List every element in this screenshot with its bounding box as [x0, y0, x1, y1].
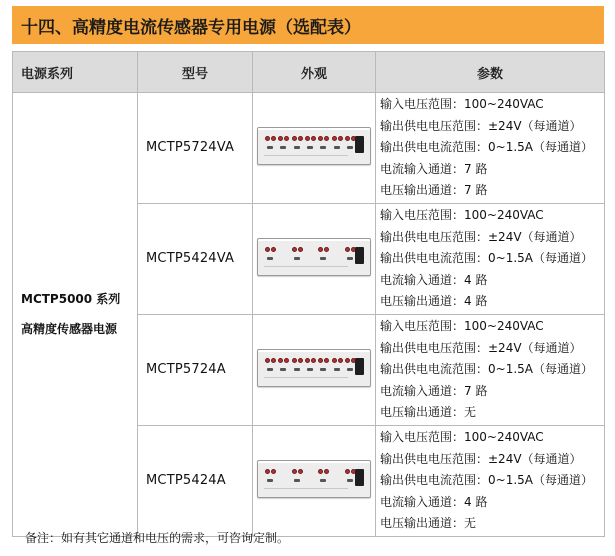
param-cell — [376, 93, 605, 204]
header-row — [13, 52, 605, 93]
channel-knob — [265, 358, 270, 363]
channel-jack — [280, 368, 286, 371]
param-line: 输入电压范围：100~240VAC — [380, 429, 544, 444]
power-switch-icon — [355, 469, 364, 486]
channel-jack — [294, 479, 300, 482]
header-look: 外观 — [253, 52, 376, 93]
channel-jack — [320, 146, 326, 149]
channel-knob — [298, 469, 303, 474]
channel-knob — [345, 136, 350, 141]
header-model: 型号 — [138, 52, 253, 93]
channel-knob — [311, 358, 316, 363]
channel-knob — [271, 136, 276, 141]
channel-jack — [334, 368, 340, 371]
channel-jack — [267, 146, 273, 149]
param-line: 输入电压范围：100~240VAC — [380, 207, 544, 222]
channel-knob — [292, 136, 297, 141]
channel-jack — [307, 146, 313, 149]
param-line: 输出供电电压范围：±24V（每通道） — [380, 340, 582, 355]
panel-divider — [264, 377, 348, 378]
channel-knob — [271, 358, 276, 363]
header-params: 参数 — [376, 52, 605, 93]
channel-knob — [311, 136, 316, 141]
channel-jack — [294, 257, 300, 260]
param-line: 输出供电电压范围：±24V（每通道） — [380, 451, 582, 466]
channel-knob — [298, 136, 303, 141]
param-line: 输出供电电流范围：0~1.5A（每通道） — [380, 473, 593, 488]
power-switch-icon — [355, 247, 364, 264]
channel-knob — [345, 358, 350, 363]
channel-knob — [338, 136, 343, 141]
look-cell — [253, 93, 376, 204]
device-image — [257, 127, 371, 165]
series-name: MCTP5000 系列 — [21, 292, 121, 307]
device-image — [257, 238, 371, 276]
channel-knob — [318, 358, 323, 363]
channel-knob — [265, 469, 270, 474]
channel-jack — [320, 257, 326, 260]
channel-knob — [305, 136, 310, 141]
header-series: 电源系列 — [13, 52, 138, 93]
spec-table — [12, 51, 605, 537]
channel-knob — [338, 358, 343, 363]
channel-jack — [267, 368, 273, 371]
channel-knob — [271, 247, 276, 252]
channel-knob — [265, 136, 270, 141]
param-line: 电压输出通道：无 — [380, 516, 477, 531]
channel-knob — [318, 136, 323, 141]
channel-jack — [320, 368, 326, 371]
param-line: 输出供电电流范围：0~1.5A（每通道） — [380, 362, 593, 377]
param-line: 输出供电电流范围：0~1.5A（每通道） — [380, 140, 593, 155]
look-cell — [253, 425, 376, 536]
param-line: 电压输出通道：4 路 — [380, 294, 488, 309]
channel-knob — [305, 358, 310, 363]
channel-jack — [294, 146, 300, 149]
series-cell — [13, 93, 138, 537]
param-line: 输入电压范围：100~240VAC — [380, 97, 544, 111]
param-line: 输入电压范围：100~240VAC — [380, 318, 544, 333]
channel-knob — [292, 469, 297, 474]
look-cell — [253, 314, 376, 425]
channel-jack — [347, 146, 353, 149]
param-line: 电流输入通道：4 路 — [380, 494, 488, 509]
channel-jack — [334, 146, 340, 149]
model-cell: MCTP5724VA — [138, 93, 253, 204]
param-line: 电压输出通道：7 路 — [380, 183, 488, 198]
channel-jack — [347, 368, 353, 371]
device-image — [257, 349, 371, 387]
param-line: 输出供电电流范围：0~1.5A（每通道） — [380, 251, 593, 266]
channel-jack — [307, 368, 313, 371]
panel-divider — [264, 266, 348, 267]
param-cell — [376, 314, 605, 425]
model-cell: MCTP5724A — [138, 314, 253, 425]
channel-jack — [320, 479, 326, 482]
channel-knob — [292, 247, 297, 252]
table-row — [13, 93, 605, 204]
param-line: 输出供电电压范围：±24V（每通道） — [380, 118, 582, 133]
channel-jack — [347, 257, 353, 260]
channel-knob — [278, 136, 283, 141]
channel-knob — [284, 136, 289, 141]
channel-knob — [345, 469, 350, 474]
channel-knob — [284, 358, 289, 363]
panel-divider — [264, 488, 348, 489]
param-line: 电流输入通道：4 路 — [380, 272, 488, 287]
param-cell — [376, 203, 605, 314]
channel-jack — [294, 368, 300, 371]
channel-knob — [324, 136, 329, 141]
param-line: 输出供电电压范围：±24V（每通道） — [380, 229, 582, 244]
channel-knob — [324, 247, 329, 252]
footnote: 备注：如有其它通道和电压的需求，可咨询定制。 — [25, 531, 290, 545]
power-switch-icon — [355, 136, 364, 153]
channel-knob — [324, 358, 329, 363]
channel-jack — [267, 479, 273, 482]
panel-divider — [264, 155, 348, 156]
model-cell: MCTP5424VA — [138, 203, 253, 314]
param-line: 电流输入通道：7 路 — [380, 161, 488, 176]
channel-knob — [332, 358, 337, 363]
channel-knob — [298, 247, 303, 252]
channel-knob — [318, 469, 323, 474]
param-line: 电流输入通道：7 路 — [380, 383, 488, 398]
channel-knob — [345, 247, 350, 252]
channel-jack — [267, 257, 273, 260]
channel-knob — [265, 247, 270, 252]
look-cell — [253, 203, 376, 314]
channel-knob — [318, 247, 323, 252]
channel-knob — [324, 469, 329, 474]
channel-knob — [278, 358, 283, 363]
channel-knob — [271, 469, 276, 474]
channel-knob — [332, 136, 337, 141]
model-cell: MCTP5424A — [138, 425, 253, 536]
device-image — [257, 460, 371, 498]
channel-jack — [347, 479, 353, 482]
channel-knob — [298, 358, 303, 363]
param-cell — [376, 425, 605, 536]
series-description: 高精度传感器电源 — [21, 322, 118, 337]
power-switch-icon — [355, 358, 364, 375]
param-line: 电压输出通道：无 — [380, 405, 477, 420]
section-title: 十四、高精度电流传感器专用电源（选配表） — [12, 6, 604, 44]
channel-knob — [292, 358, 297, 363]
channel-jack — [280, 146, 286, 149]
